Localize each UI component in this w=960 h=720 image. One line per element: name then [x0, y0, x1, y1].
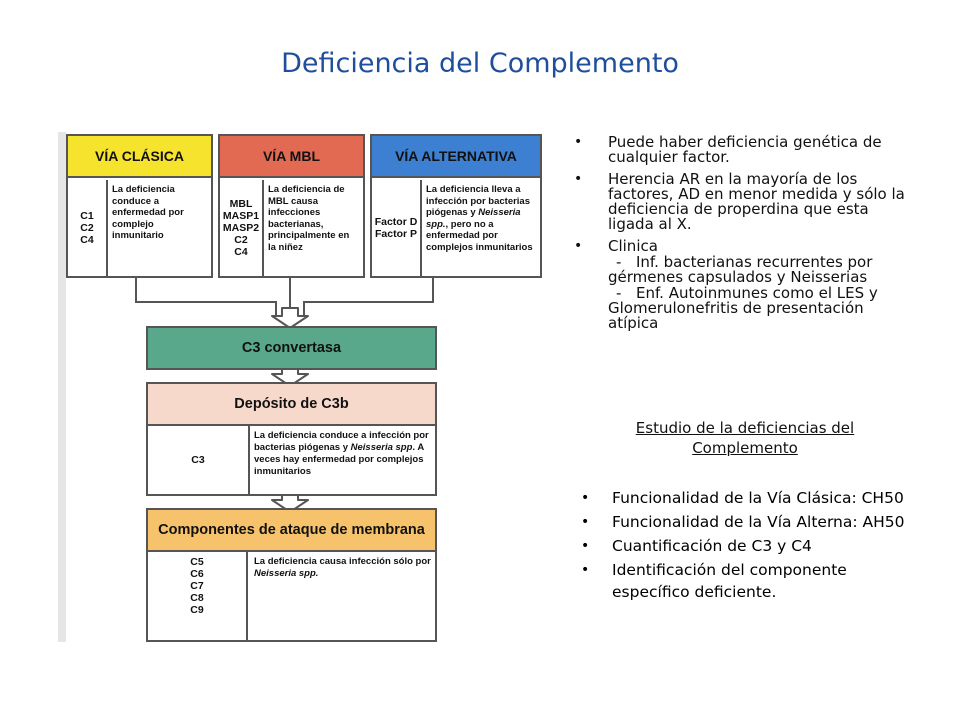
component-factor-d: Factor D: [374, 216, 418, 228]
bullet-icon: •: [581, 538, 590, 554]
study-section-title: Estudio de la deficiencias del Complemento: [635, 419, 855, 457]
step-c3b-header: Depósito de C3b: [148, 384, 435, 426]
list-item: • Herencia AR en la mayoría de los factores, AD en menor medida y sólo la deficiencia de properdina que esta ligada al X.: [574, 170, 905, 233]
step-c3b-components: [148, 426, 250, 494]
pathway-mbl-description: La deficiencia de MBL causa infecciones bacterianas, principalmente en la niñez: [268, 184, 350, 253]
bullet-icon: •: [574, 134, 583, 150]
connector-clasica: [136, 274, 276, 317]
complement-pathway-diagram: [58, 132, 533, 642]
bullet-icon: •: [581, 562, 590, 578]
pathway-alternativa: [370, 134, 542, 278]
component-mbl: MBL: [229, 198, 253, 210]
clinical-sub-item: - Enf. Autoinmunes como el LES y Glomerulonefritis de presentación atípica: [608, 284, 878, 332]
pathway-clasica-components: [68, 180, 108, 276]
pathway-clasica-header: VÍA CLÁSICA: [68, 136, 211, 178]
list-item: • Cuantificación de C3 y C4: [581, 537, 812, 555]
bullet-icon: •: [581, 490, 590, 506]
step-mac-components: [148, 552, 248, 640]
component-c2: C2: [234, 234, 248, 246]
component-c4: C4: [234, 246, 248, 258]
pathway-alternativa-components: [372, 180, 422, 276]
component-factor-p: Factor P: [374, 228, 417, 240]
component-c8: C8: [190, 592, 204, 604]
bullet-icon: •: [574, 238, 583, 254]
step-c3b-deposit: [146, 382, 437, 496]
page-title: Deficiencia del Complemento: [281, 48, 679, 79]
list-item: • Clinica - Inf. bacterianas recurrentes por gérmenes capsulados y Neisserias - Enf. Autoinmunes como el LES y Glomerulonefritis de presentación atípica: [568, 239, 913, 331]
arrow-to-c3-convertase: [272, 308, 308, 328]
step-mac-description: La deficiencia causa infección sólo por Neisseria spp.: [254, 556, 431, 579]
list-item: • Funcionalidad de la Vía Clásica: CH50: [581, 489, 904, 507]
pathway-mbl-header: VÍA MBL: [220, 136, 363, 178]
component-c7: C7: [190, 580, 204, 592]
pathway-mbl: [218, 134, 365, 278]
step-membrane-attack: [146, 508, 437, 642]
component-c2: C2: [80, 222, 94, 234]
component-masp1: MASP1: [222, 210, 260, 222]
component-c5: C5: [190, 556, 204, 568]
clinical-sub-item: - Inf. bacterianas recurrentes por gérmenes capsulados y Neisserias: [608, 253, 873, 286]
component-c3: C3: [191, 454, 205, 466]
info-bullets: [568, 135, 913, 338]
step-c3-convertase: [146, 326, 437, 370]
component-c4: C4: [80, 234, 94, 246]
list-item: • Puede haber deficiencia genética de cualquier factor.: [574, 133, 882, 166]
study-list: [578, 487, 918, 605]
list-item: • Identificación del componente específico deficiente.: [581, 561, 847, 601]
connector-alt: [304, 274, 433, 317]
pathway-alternativa-header: VÍA ALTERNATIVA: [372, 136, 540, 178]
component-c9: C9: [190, 604, 204, 616]
component-masp2: MASP2: [222, 222, 260, 234]
step-c3-convertase-header: C3 convertasa: [148, 328, 435, 368]
step-c3b-description: La deficiencia conduce a infección por bacterias piógenas y Neisseria spp. A veces hay enfermedad por complejos inmunitarios: [254, 430, 429, 477]
pathway-alternativa-description: La deficiencia lleva a infección por bacterias piógenas y Neisseria spp., pero no a enfermedad por complejos inmunitarios: [426, 184, 533, 253]
component-c1: C1: [80, 210, 94, 222]
step-mac-header: Componentes de ataque de membrana: [148, 510, 435, 552]
bullet-icon: •: [581, 514, 590, 530]
pathway-clasica: [66, 134, 213, 278]
bullet-icon: •: [574, 171, 583, 187]
pathway-clasica-description: La deficiencia conduce a enfermedad por complejo inmunitario: [112, 184, 184, 241]
list-item: • Funcionalidad de la Vía Alterna: AH50: [581, 513, 905, 531]
component-c6: C6: [190, 568, 204, 580]
pathway-mbl-components: [220, 180, 264, 276]
